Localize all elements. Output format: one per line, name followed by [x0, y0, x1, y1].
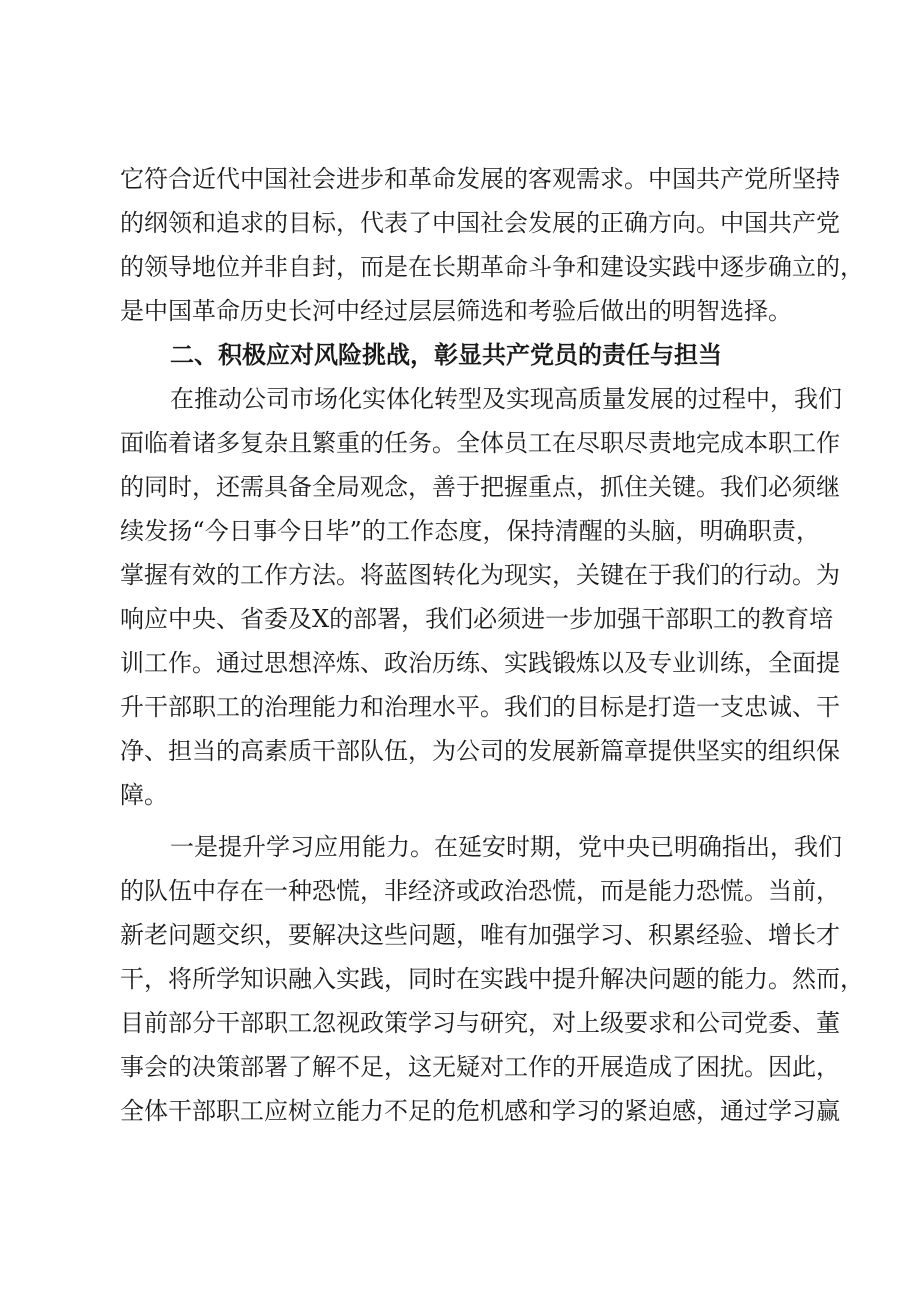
paragraph-line: 事会的决策部署了解不足，这无疑对工作的开展造成了困扰。因此， [120, 1053, 840, 1081]
paragraph-line: 掌握有效的工作方法。将蓝图转化为现实，关键在于我们的行动。为 [120, 561, 840, 589]
paragraph-line: 它符合近代中国社会进步和革命发展的客观需求。中国共产党所坚持 [120, 165, 840, 193]
paragraph-line: 一是提升学习应用能力。在延安时期，党中央已明确指出，我们 [170, 833, 842, 861]
paragraph-line: 全体干部职工应树立能力不足的危机感和学习的紧迫感，通过学习赢 [120, 1097, 840, 1125]
paragraph-line: 障。 [120, 781, 168, 809]
paragraph-line: 续发扬“今日事今日毕”的工作态度，保持清醒的头脑，明确职责， [120, 517, 820, 545]
paragraph-line: 干，将所学知识融入实践，同时在实践中提升解决问题的能力。然而， [120, 965, 864, 993]
paragraph-line: 的纲领和追求的目标，代表了中国社会发展的正确方向。中国共产党 [120, 209, 840, 237]
paragraph-line: 的队伍中存在一种恐慌，非经济或政治恐慌，而是能力恐慌。当前， [120, 877, 840, 905]
paragraph-line: 在推动公司市场化实体化转型及实现高质量发展的过程中，我们 [170, 385, 842, 413]
paragraph-continuation [120, 157, 864, 333]
paragraph-line: 训工作。通过思想淬炼、政治历练、实践锻炼以及专业训练，全面提 [120, 649, 840, 677]
section-heading: 二、积极应对风险挑战，彰显共产党员的责任与担当 [170, 341, 722, 369]
paragraph-line: 是中国革命历史长河中经过层层筛选和考验后做出的明智选择。 [120, 297, 792, 325]
paragraph-line: 的同时，还需具备全局观念，善于把握重点，抓住关键。我们必须继 [120, 473, 840, 501]
paragraph-line: 升干部职工的治理能力和治理水平。我们的目标是打造一支忠诚、干 [120, 693, 840, 721]
paragraph-line: 净、担当的高素质干部队伍，为公司的发展新篇章提供坚实的组织保 [120, 737, 840, 765]
paragraph-line: 面临着诸多复杂且繁重的任务。全体员工在尽职尽责地完成本职工作 [120, 429, 840, 457]
paragraph-line: 响应中央、省委及X的部署，我们必须进一步加强干部职工的教育培 [120, 605, 834, 633]
paragraph-learning-ability [120, 825, 864, 1133]
document-page [120, 157, 864, 1133]
paragraph-section-intro [120, 377, 842, 817]
paragraph-line: 新老问题交织，要解决这些问题，唯有加强学习、积累经验、增长才 [120, 921, 840, 949]
paragraph-line: 目前部分干部职工忽视政策学习与研究，对上级要求和公司党委、董 [120, 1009, 840, 1037]
paragraph-line: 的领导地位并非自封，而是在长期革命斗争和建设实践中逐步确立的， [120, 253, 864, 281]
paragraph-spacer [120, 817, 820, 825]
